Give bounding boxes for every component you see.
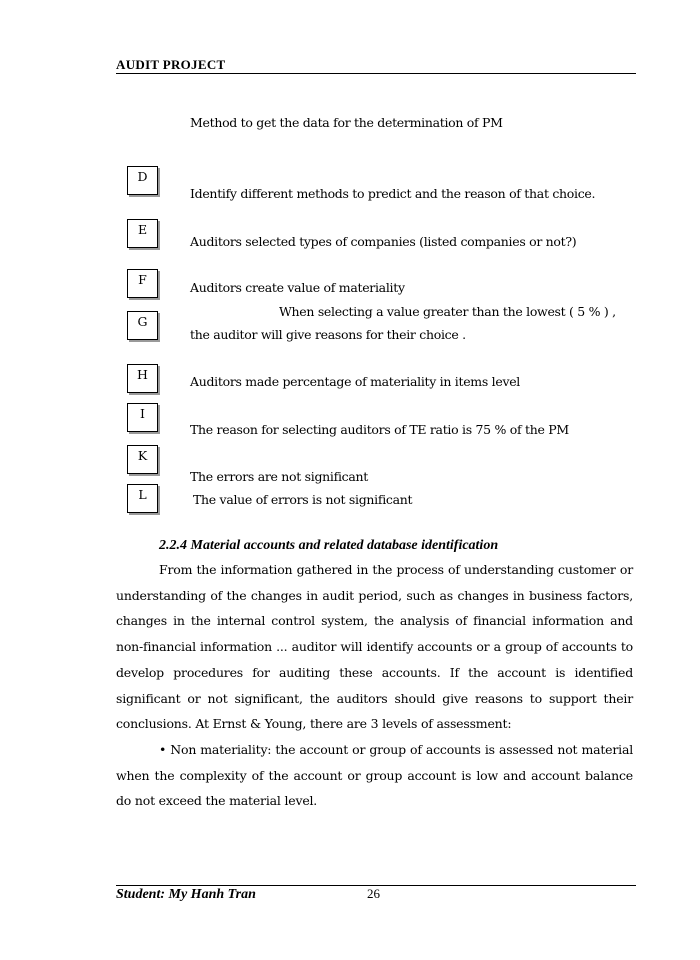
item-d-text: Identify different methods to predict and the reason of that choice.: [190, 186, 596, 201]
box-g: G: [127, 311, 158, 340]
item-f-text: Auditors create value of materiality: [190, 280, 405, 295]
footer-student: Student: My Hanh Tran: [116, 887, 256, 902]
footer-page-number: 26: [367, 886, 380, 901]
section-title: 2.2.4 Material accounts and related database identification: [159, 538, 499, 553]
header-rule: [116, 73, 636, 74]
box-h: H: [127, 364, 158, 393]
section-paragraph-2: • Non materiality: the account or group of accounts is assessed not material when the complexity of the account or group account is low and account balance do not exceed the material level.: [116, 742, 633, 809]
box-i: I: [127, 403, 158, 432]
item-h-text: Auditors made percentage of materiality in items level: [190, 374, 521, 389]
header-title: AUDIT PROJECT: [116, 57, 226, 72]
box-l: L: [127, 484, 158, 513]
item-g-text-1: When selecting a value greater than the lowest ( 5 % ) ,: [279, 304, 616, 319]
section-paragraph-1: From the information gathered in the process of understanding customer or understanding of the changes in audit period, such as changes in business factors, changes in the internal control system, the analysis of financial information and non-financial information ... auditor will identify accounts or a group of accounts to develop procedures for auditing these accounts. If the account is identified significant or not significant, the auditors should give reasons to support their conclusions. At Ernst & Young, there are 3 levels of assessment:: [116, 562, 633, 732]
box-d: D: [127, 166, 158, 195]
box-f: F: [127, 269, 158, 298]
intro-line: Method to get the data for the determination of PM: [190, 115, 503, 130]
item-l-text: The value of errors is not significant: [193, 492, 413, 507]
item-k-text: The errors are not significant: [190, 469, 368, 484]
item-i-text: The reason for selecting auditors of TE ratio is 75 % of the PM: [190, 422, 569, 437]
box-e: E: [127, 219, 158, 248]
item-g-text-2: the auditor will give reasons for their choice .: [190, 327, 466, 342]
box-k: K: [127, 445, 158, 474]
item-e-text: Auditors selected types of companies (listed companies or not?): [190, 234, 577, 249]
